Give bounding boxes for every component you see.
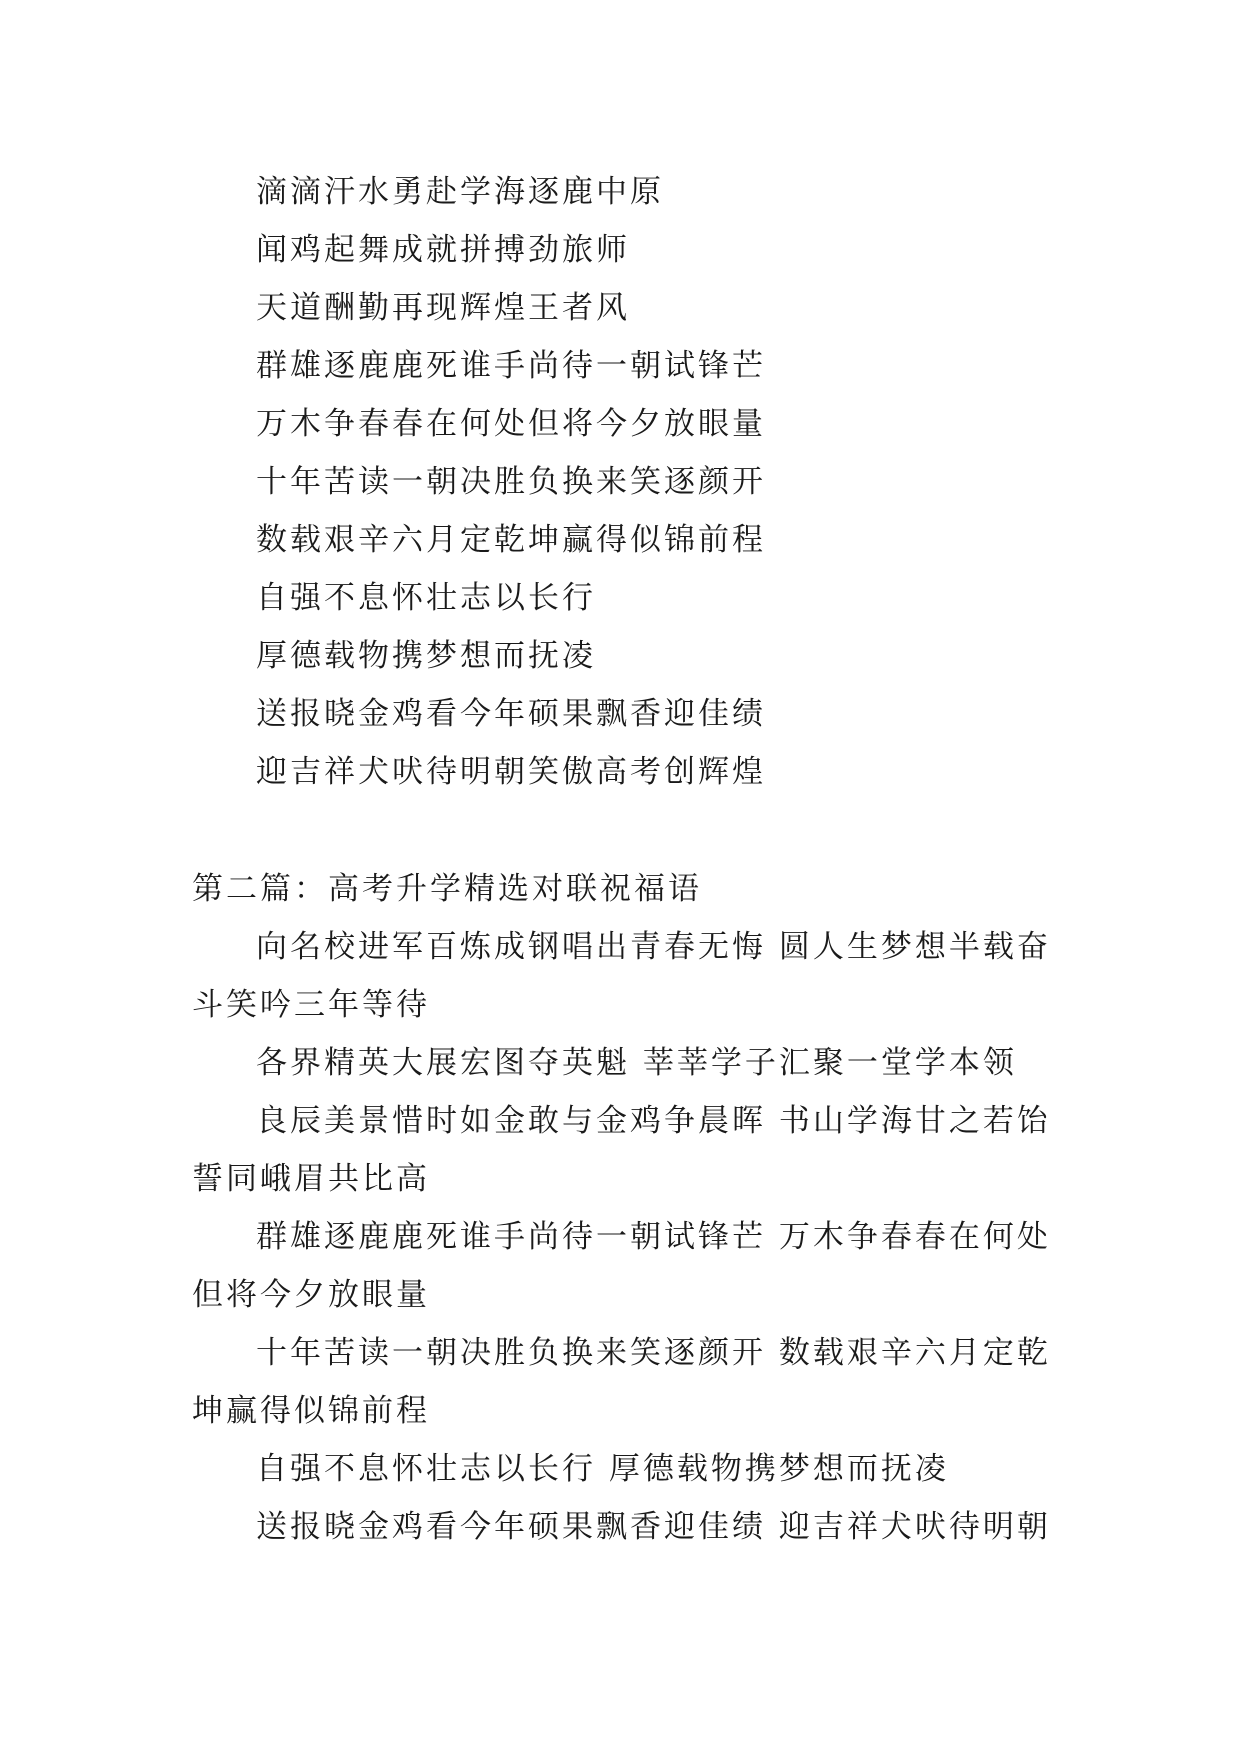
couplet-paragraph: 向名校进军百炼成钢唱出青春无悔 圆人生梦想半载奋斗笑吟三年等待: [192, 929, 1051, 1023]
couplet-paragraph: 良辰美景惜时如金敢与金鸡争晨晖 书山学海甘之若饴誓同峨眉共比高: [192, 1103, 1051, 1197]
poem-line: 自强不息怀壮志以长行: [256, 580, 596, 616]
section-heading: 第二篇：高考升学精选对联祝福语: [192, 871, 702, 907]
poem-line: 数载艰辛六月定乾坤赢得似锦前程: [256, 522, 766, 558]
couplet-paragraph: 十年苦读一朝决胜负换来笑逐颜开 数载艰辛六月定乾坤赢得似锦前程: [192, 1335, 1051, 1429]
poem-line: 万木争春春在何处但将今夕放眼量: [256, 406, 766, 442]
poem-line: 迎吉祥犬吠待明朝笑傲高考创辉煌: [256, 754, 766, 790]
poem-line: 送报晓金鸡看今年硕果飘香迎佳绩: [256, 696, 766, 732]
poem-line: 滴滴汗水勇赴学海逐鹿中原: [256, 174, 664, 210]
poem-line: 闻鸡起舞成就拼搏劲旅师: [256, 232, 630, 268]
section-two: [192, 860, 1064, 1556]
poem-line: 十年苦读一朝决胜负换来笑逐颜开: [256, 464, 766, 500]
couplet-paragraph: 各界精英大展宏图夺英魁 莘莘学子汇聚一堂学本领: [256, 1045, 1017, 1081]
couplet-poem-block: [192, 163, 1064, 801]
couplet-paragraph: 群雄逐鹿鹿死谁手尚待一朝试锋芒 万木争春春在何处但将今夕放眼量: [192, 1219, 1051, 1313]
poem-line: 厚德载物携梦想而抚凌: [256, 638, 596, 674]
couplet-paragraph: 自强不息怀壮志以长行 厚德载物携梦想而抚凌: [256, 1451, 949, 1487]
poem-line: 群雄逐鹿鹿死谁手尚待一朝试锋芒: [256, 348, 766, 384]
poem-line: 天道酬勤再现辉煌王者风: [256, 290, 630, 326]
couplet-paragraph: 送报晓金鸡看今年硕果飘香迎佳绩 迎吉祥犬吠待明朝: [256, 1509, 1051, 1545]
